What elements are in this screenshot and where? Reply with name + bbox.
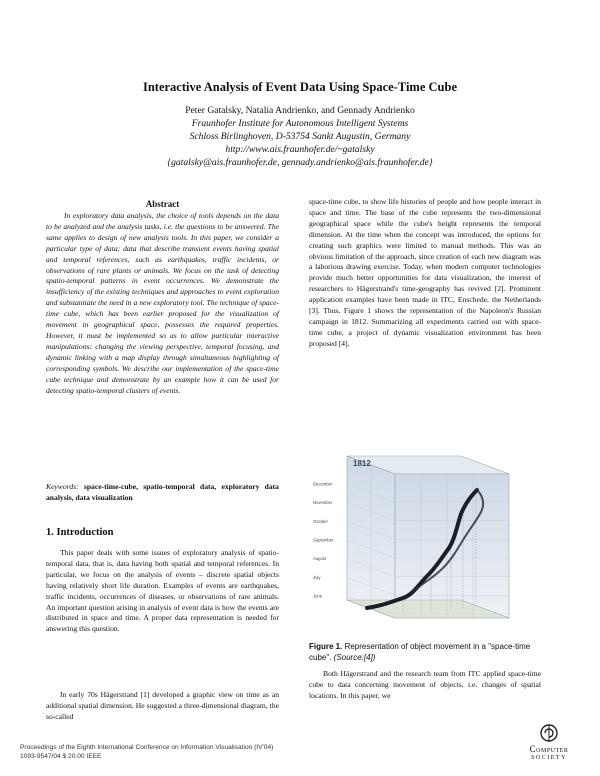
figure-month-label: December (313, 481, 333, 487)
figure-caption-label: Figure 1. (309, 642, 343, 651)
figure-month-label: September (313, 537, 334, 543)
figure-month-label: August (313, 556, 327, 562)
intro-paragraph-1: This paper deals with some issues of exploratory analysis of spatio-temporal data, that is, data having both spatial and temporal references. In particular, we focus on the analysis of events – discrete spatial objects having relatively short life duration. Examples of events are earthquakes, traffic incidents, occurrences of diseases, or observations of rare animals. An important question arising in analysis of event data is how the events are distributed in space and time. A proper data representation is needed for answering this question. (46, 548, 279, 634)
footer-proceedings: Proceedings of the Eighth International Conference on Information Visualisation (IV'04) (20, 744, 274, 751)
figure-month-label: July (313, 574, 321, 580)
author-block (0, 104, 600, 169)
abstract-heading: Abstract (145, 199, 180, 209)
figure-year-label: 1812 (353, 459, 371, 468)
keywords-text: space-time-cube, spatio-temporal data, exploratory data analysis, data visualization (46, 482, 279, 502)
figure-month-label: June (313, 593, 323, 599)
figure-space-time-cube (311, 450, 539, 636)
keywords-label: Keywords: (46, 482, 79, 491)
figure-month-label: November (313, 500, 333, 506)
intro-paragraph-2: In early 70s Hägerstrand [1] developed a graphic view on time as an additional spatial dimension. He suggested a three-dimensional diagram, the so-called (46, 690, 279, 721)
figure-month-label: October (313, 518, 328, 524)
author-url: http://www.ais.fraunhofer.de/~gatalsky (225, 144, 375, 155)
author-emails: {gatalsky@ais.fraunhofer.de, gennady.andrienko@ais.fraunhofer.de} (167, 157, 433, 168)
keywords (46, 482, 279, 504)
figure-caption (309, 641, 541, 663)
logo-line-1: Computer (529, 744, 569, 754)
figure-caption-source: (Source:[4]) (333, 653, 376, 662)
logo-line-2: SOCIETY (531, 755, 567, 761)
footer-issn: 1093-9547/04 $ 20.00 IEEE (20, 753, 102, 760)
abstract-text: In exploratory data analysis, the choice of tools depends on the data to be analyzed and the analysis tasks, i.e. the questions to be answered. The same applies to design of new analysis tools. In this paper, we consider a particular type of data: data that describe transient events having spatial and temporal references, such as earthquakes, traffic incidents, or observations of rare plants or animals. We focus on the task of detecting spatio-temporal patterns in event occurrences. We demonstrate the insufficiency of the existing techniques and approaches to event exploration and substantiate the need in a new exploratory tool. The technique of space-time cube, which has been earlier proposed for the visualization of movement in geographical space, possesses the required properties. However, it must be implemented so as to allow particular interactive manipulations: changing the viewing perspective, temporal focusing, and dynamic linking with a map display through simultaneous highlighting of corresponding symbols. We describe our implementation of the space-time cube technique and demonstrate by an example how it can be used for detecting spatio-temporal clusters of events. (46, 211, 279, 395)
page-footer (20, 743, 273, 761)
author-names: Peter Gatalsky, Natalia Andrienko, and Gennady Andrienko (185, 105, 415, 116)
section-heading-introduction: 1. Introduction (46, 527, 114, 538)
paper-title: Interactive Analysis of Event Data Using Space-Time Cube (142, 80, 457, 94)
space-time-cube-graphic (311, 450, 539, 636)
affiliation: Fraunhofer Institute for Autonomous Intelligent Systems (191, 118, 409, 129)
intro-paragraph-3: Both Hägerstrand and the research team from ITC applied space-time cube to data concerning movement of objects, i.e. changes of spatial locations. In this paper, we (309, 669, 541, 700)
computer-society-emblem-icon (510, 722, 588, 746)
intro-right-paragraph: space-time cube, to show life histories of people and how people interact in space and time. The base of the cube represents the two-dimensional geographical space while the cube's height represents the temporal dimension. At the time when the concept was introduced, the options for creating such graphics were limited to manual methods. This was an obvious limitation of the approach, since creation of each new diagram was a laborious drawing exercise. Today, when modern computer technologies provide much better opportunities for data visualization, the interest of researchers to Hägerstrand's time-geography has revived [2]. Prominent application examples have been made in ITC, Enschede, the Netherlands [3]. Thus, Figure 1 shows the representation of the Napoleon's Russian campaign in 1812. Summarizing all experiments carried out with space-time cube, a project of dynamic visualization environment has been proposed [4]. (309, 197, 541, 348)
address: Schloss Birlinghoven, D-53754 Sankt Augustin, Germany (189, 131, 411, 142)
figure-caption-text: Representation of object movement in a "space-time cube". (309, 642, 531, 662)
computer-society-logo (510, 722, 588, 768)
